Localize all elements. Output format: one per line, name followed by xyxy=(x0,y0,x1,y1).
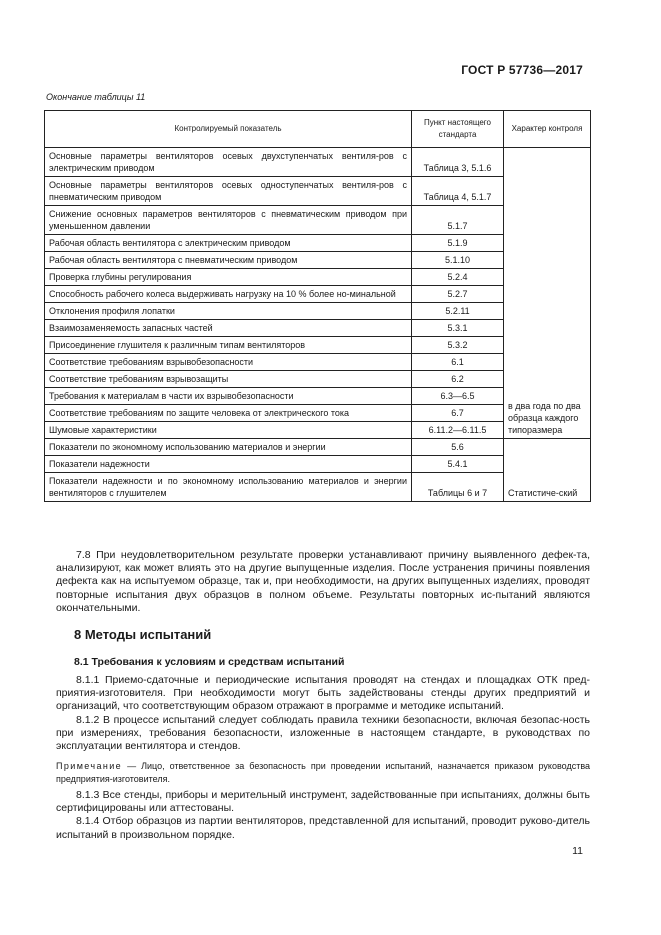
clause-cell: 5.2.7 xyxy=(412,286,504,303)
clause-cell: Таблица 4, 5.1.7 xyxy=(412,177,504,206)
clause-cell: 5.2.11 xyxy=(412,303,504,320)
paragraph-8-1-2: 8.1.2 В процессе испытаний следует соблюдать правила техники безопасности, включая безопас-ность при измерениях, требования безопасности, изложенные в настоящем стандарте, в руководствах по эксплуатации вентилятора и стендов. xyxy=(56,713,590,753)
parameter-cell: Взаимозаменяемость запасных частей xyxy=(45,320,412,337)
clause-cell: 6.2 xyxy=(412,371,504,388)
table-row xyxy=(45,439,591,456)
parameter-cell: Шумовые характеристики xyxy=(45,422,412,439)
column-header-clause: Пункт настоящего стандарта xyxy=(412,111,504,148)
clause-cell: 5.6 xyxy=(412,439,504,456)
clause-cell: 5.3.2 xyxy=(412,337,504,354)
paragraph-8-1-3: 8.1.3 Все стенды, приборы и мерительный инструмент, задействованные при испытаниях, должны быть сертифицированы или аттестованы. xyxy=(56,789,590,815)
clause-cell: 6.1 xyxy=(412,354,504,371)
table-caption: Окончание таблицы 11 xyxy=(46,92,146,102)
parameter-cell: Проверка глубины регулирования xyxy=(45,269,412,286)
clause-cell: 5.4.1 xyxy=(412,456,504,473)
parameter-cell: Основные параметры вентиляторов осевых одноступенчатых вентиля-ров с пневматическим приводом xyxy=(45,177,412,206)
clause-cell: 6.11.2—6.11.5 xyxy=(412,422,504,439)
table-header-row xyxy=(45,111,591,148)
parameter-cell: Соответствие требованиям взрывозащиты xyxy=(45,371,412,388)
control-type-cell: Статистиче-ский xyxy=(504,439,591,502)
clause-cell: Таблица 3, 5.1.6 xyxy=(412,148,504,177)
control-type-cell: в два года по два образца каждого типоразмера xyxy=(504,148,591,439)
parameter-cell: Способность рабочего колеса выдерживать нагрузку на 10 % более но-минальной xyxy=(45,286,412,303)
parameter-cell: Основные параметры вентиляторов осевых двухступенчатых вентиля-ров с электрическим приводом xyxy=(45,148,412,177)
note-text: — Лицо, ответственное за безопасность при проведении испытаний, назначается приказом руководства предприятия-изготовителя. xyxy=(56,761,590,784)
standard-code: ГОСТ Р 57736—2017 xyxy=(461,63,583,77)
parameter-cell: Соответствие требованиям взрывобезопасности xyxy=(45,354,412,371)
note-label: Примечание xyxy=(56,761,123,771)
parameter-cell: Снижение основных параметров вентиляторов с пневматическим приводом при уменьшенном давлении xyxy=(45,206,412,235)
parameter-cell: Отклонения профиля лопатки xyxy=(45,303,412,320)
paragraph-8-1-1: 8.1.1 Приемо-сдаточные и периодические испытания проводят на стендах и площадках ОТК пред-приятия-изготовителя. При необходимости могут быть задействованы стенды других предприятий и организаций, что соответствующим образом отражают в программе и методике испытаний. xyxy=(56,674,590,713)
clause-cell: 5.2.4 xyxy=(412,269,504,286)
clause-cell: 5.3.1 xyxy=(412,320,504,337)
section-title: 8 Методы испытаний xyxy=(74,627,212,642)
page-number: 11 xyxy=(572,845,583,857)
parameter-cell: Рабочая область вентилятора с электрическим приводом xyxy=(45,235,412,252)
parameter-cell: Показатели по экономному использованию материалов и энергии xyxy=(45,439,412,456)
paragraph-7-8: 7.8 При неудовлетворительном результате проверки устанавливают причину выявленного дефек-та, анализируют, как может влиять это на другие выпущенные изделия. После устранения причины появления дефекта как на испытуемом образце, так и, при необходимости, на других выпущенных изделиях, проводят повторные испытания двух образцов в полном объеме. Результаты повторных ис-пытаний являются окончательными. xyxy=(56,549,590,614)
parameter-cell: Соответствие требованиям по защите человека от электрического тока xyxy=(45,405,412,422)
clause-cell: 5.1.10 xyxy=(412,252,504,269)
clause-cell: 5.1.7 xyxy=(412,206,504,235)
parameter-cell: Показатели надежности xyxy=(45,456,412,473)
subsection-title: 8.1 Требования к условиям и средствам испытаний xyxy=(74,656,345,668)
column-header-parameter: Контролируемый показатель xyxy=(45,111,412,148)
clause-cell: Таблицы 6 и 7 xyxy=(412,473,504,502)
column-header-control: Характер контроля xyxy=(504,111,591,148)
parameter-cell: Рабочая область вентилятора с пневматическим приводом xyxy=(45,252,412,269)
parameter-cell: Присоединение глушителя к различным типам вентиляторов xyxy=(45,337,412,354)
control-table xyxy=(44,110,591,502)
table-row xyxy=(45,148,591,177)
clause-cell: 6.3—6.5 xyxy=(412,388,504,405)
note xyxy=(56,760,590,785)
paragraph-8-1-4: 8.1.4 Отбор образцов из партии вентиляторов, представленной для испытаний, проводит руково-дитель испытаний в произвольном порядке. xyxy=(56,815,590,841)
clause-cell: 5.1.9 xyxy=(412,235,504,252)
parameter-cell: Требования к материалам в части их взрывобезопасности xyxy=(45,388,412,405)
paragraphs-8-1-1-to-8-1-2 xyxy=(56,674,590,753)
clause-cell: 6.7 xyxy=(412,405,504,422)
paragraphs-8-1-3-to-8-1-4 xyxy=(56,789,590,842)
parameter-cell: Показатели надежности и по экономному использованию материалов и энергии вентиляторов с глушителем xyxy=(45,473,412,502)
